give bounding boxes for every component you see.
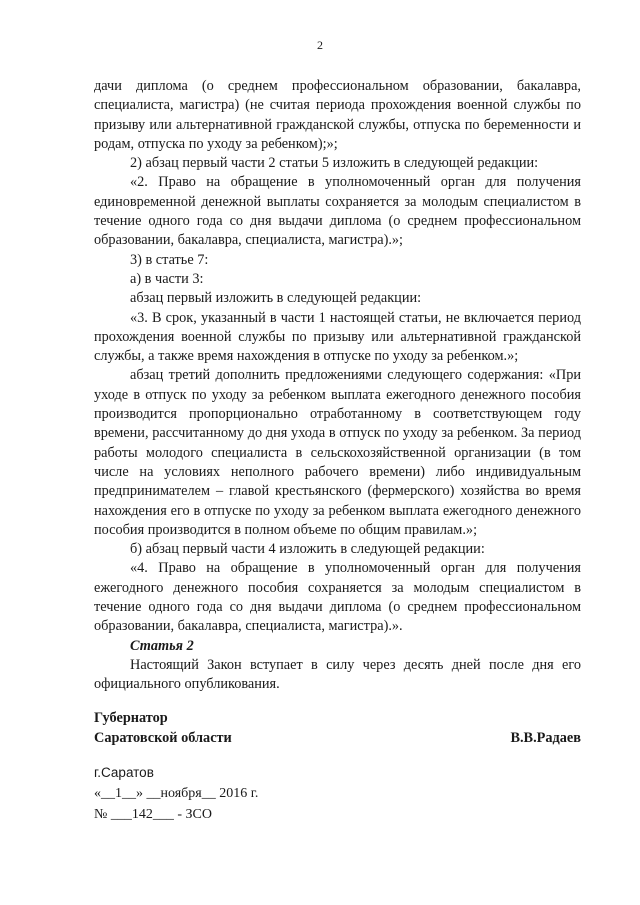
paragraph-10: «4. Право на обращение в уполномоченный орган для получения ежегодного денежного пособия сохраняется за молодым специалистом в течение одного года со дня выдачи диплома (о среднем профессиональном образовании, бакалавра, специалиста, магистра).». xyxy=(94,560,581,635)
paragraph-7: «3. В срок, указанный в части 1 настоящей статьи, не включается период прохождения военной службы по призыву или альтернативной гражданской службы, а также время нахождения в отпуске по уходу за ребенком.»; xyxy=(94,309,581,365)
number-suffix: - ЗСО xyxy=(177,807,212,822)
paragraph-5: а) в части 3: xyxy=(130,270,204,287)
law-body xyxy=(94,77,581,695)
article-text: Настоящий Закон вступает в силу через десять дней после дня его официального опубликования. xyxy=(94,656,581,693)
paragraph-6: абзац первый изложить в следующей редакции: xyxy=(130,290,422,307)
date-year: 2016 г. xyxy=(219,786,259,801)
signatory-title-line1: Губернатор xyxy=(94,710,168,726)
paragraph-4: 3) в статье 7: xyxy=(130,251,209,268)
date-day: __1__ xyxy=(101,786,136,801)
paragraph-2: 2) абзац первый части 2 статьи 5 изложить в следующей редакции: xyxy=(130,155,539,172)
number-prefix: № xyxy=(94,807,108,822)
paragraph-1: дачи диплома (о среднем профессиональном образовании, бакалавра, специалиста, магистра) (не считая периода прохождения военной службы по призыву или альтернативной гражданской службы, отпуска по беременности и родам, отпуска по уходу за ребенком);»; xyxy=(94,78,581,152)
city: г.Саратов xyxy=(94,765,154,780)
paragraph-8: абзац третий дополнить предложениями следующего содержания: «При уходе в отпуск по уходу за ребенком выплата ежегодного денежного пособия производится пропорционально отработанному в соответствующем году времени, рассчитанному до дня ухода в отпуск по уходу за ребенком. За период работы молодого специалиста в сельскохозяйственной организации (в том числе на условиях неполного рабочего времени) либо индивидуальным предпринимателем – главой крестьянского (фермерского) хозяйства во время нахождения его в отпуске по уходу за ребенком выплата ежегодного денежного пособия производится в полном объеме по общим правилам.»; xyxy=(94,367,581,538)
paragraph-9: б) абзац первый части 4 изложить в следующей редакции: xyxy=(130,541,485,558)
number-line xyxy=(94,804,258,825)
page-number: 2 xyxy=(317,38,323,52)
date-month: __ноября__ xyxy=(146,786,216,801)
paragraph-3: «2. Право на обращение в уполномоченный орган для получения единовременной денежной выплаты сохраняется за молодым специалистом в течение одного года со дня выдачи диплома (о среднем профессиональном образовании, бакалавра, специалиста, магистра).»; xyxy=(94,174,581,249)
signature-block xyxy=(94,709,581,748)
date-line xyxy=(94,783,258,804)
date-close-quote: » xyxy=(136,786,143,801)
article-heading: Статья 2 xyxy=(130,637,194,654)
signatory-name: В.В.Радаев xyxy=(510,729,581,746)
signatory-title-line2: Саратовской области xyxy=(94,729,232,746)
document-footer xyxy=(94,762,258,825)
date-open-quote: « xyxy=(94,786,101,801)
number-value: ___142___ xyxy=(110,807,174,822)
